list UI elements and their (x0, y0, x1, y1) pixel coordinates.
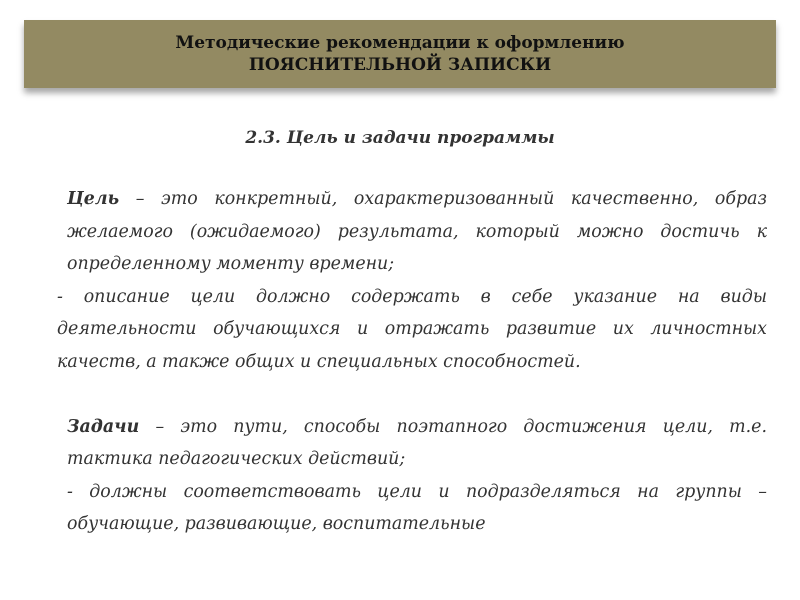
goal-definition-text: – это конкретный, охарактеризованный качественно, образ желаемого (ожидаемого) результата, который можно достичь к определенному моменту времени; (67, 189, 767, 274)
header-title-line1: Методические рекомендации к оформлению (175, 33, 625, 53)
goal-term: Цель (67, 189, 120, 209)
section-title: 2.3. Цель и задачи программы (245, 128, 555, 148)
tasks-definition (67, 411, 767, 476)
body-content (57, 183, 767, 541)
header-banner (24, 20, 776, 88)
goal-definition (67, 183, 767, 281)
tasks-note: - должны соответствовать цели и подразделяться на группы – обучающие, развивающие, воспитательные (67, 481, 767, 534)
paragraph-spacer (67, 378, 767, 411)
header-title-line2: ПОЯСНИТЕЛЬНОЙ ЗАПИСКИ (248, 55, 552, 75)
tasks-term: Задачи (67, 416, 140, 437)
goal-note: - описание цели должно содержать в себе указание на виды деятельности обучающихся и отражать развитие их личностных качеств, а также общих и специальных способностей. (57, 286, 767, 372)
tasks-definition-text: – это пути, способы поэтапного достижения цели, т.е. тактика педагогических действий; (67, 416, 767, 469)
